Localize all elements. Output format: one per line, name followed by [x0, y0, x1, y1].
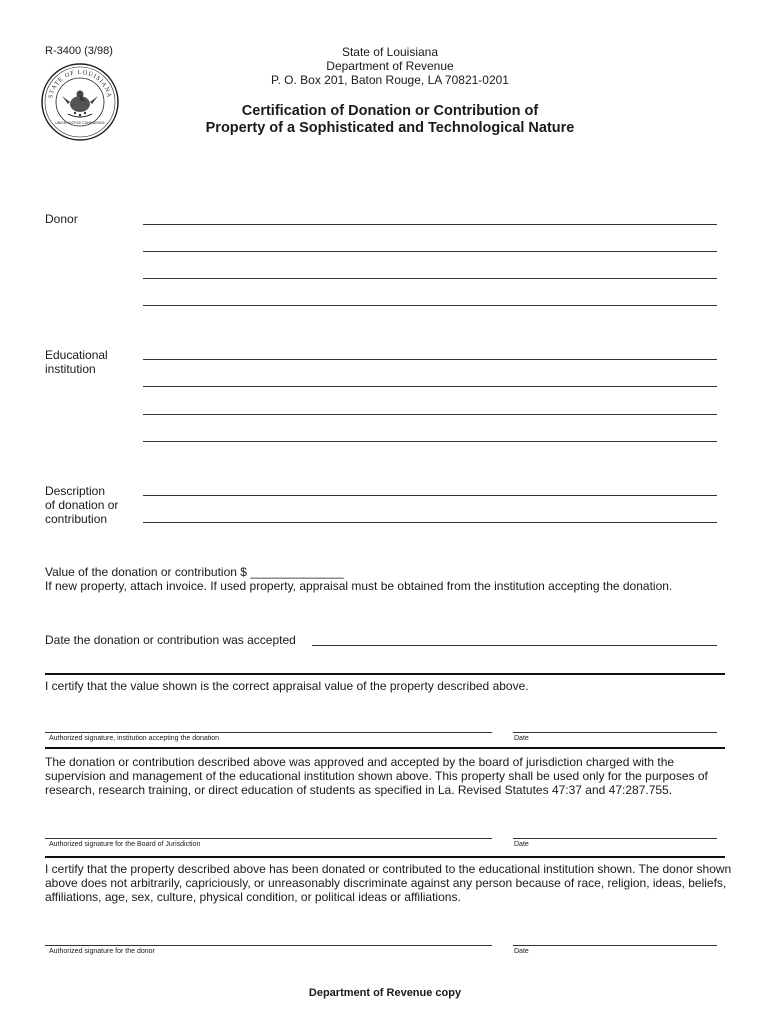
- form-title: [140, 103, 640, 137]
- agency-header: [200, 45, 580, 87]
- institution-label-line1: Educational: [45, 348, 108, 362]
- value-line[interactable]: Value of the donation or contribution $ ______________: [45, 565, 344, 579]
- form-title-line2: Property of a Sophisticated and Technological Nature: [205, 120, 575, 136]
- board-signature-label: Authorized signature for the Board of Jurisdiction: [49, 841, 201, 848]
- institution-certification: I certify that the value shown is the correct appraisal value of the property described above.: [45, 679, 529, 693]
- donor-line-2[interactable]: [143, 251, 717, 252]
- seal-ring-text: STATE OF LOUISIANA: [47, 68, 113, 99]
- donor-line-3[interactable]: [143, 278, 717, 279]
- section-divider-1: [45, 673, 725, 675]
- description-line-2[interactable]: [143, 522, 717, 523]
- agency-state: State of Louisiana: [341, 45, 439, 59]
- institution-line-4[interactable]: [143, 441, 717, 442]
- donor-date-label: Date: [514, 948, 529, 955]
- board-date-label: Date: [514, 841, 529, 848]
- institution-date-line[interactable]: [513, 732, 717, 733]
- seal-motto: UNION JUSTICE CONFIDENCE: [55, 121, 105, 125]
- donor-certification: I certify that the property described above has been donated or contributed to the educational institution shown. The donor shown above does not arbitrarily, capriciously, or unreasonably discriminate against any person because of race, religion, ideas, beliefs, affiliations, age, sex, culture, physical condition, or political ideas or affiliations.: [45, 862, 732, 904]
- date-accepted-line[interactable]: [312, 645, 717, 646]
- donor-date-line[interactable]: [513, 945, 717, 946]
- agency-address: P. O. Box 201, Baton Rouge, LA 70821-0201: [271, 73, 509, 87]
- donor-signature-label: Authorized signature for the donor: [49, 948, 155, 955]
- institution-signature-label: Authorized signature, institution accepting the donation: [49, 735, 220, 742]
- donor-line-4[interactable]: [143, 305, 717, 306]
- institution-date-label: Date: [514, 735, 529, 742]
- description-line-1[interactable]: [143, 495, 717, 496]
- board-date-line[interactable]: [513, 838, 717, 839]
- donor-signature-line[interactable]: [45, 945, 492, 946]
- institution-signature-line[interactable]: [45, 732, 492, 733]
- donor-label: Donor: [45, 212, 78, 226]
- form-number: R-3400 (3/98): [45, 45, 113, 57]
- board-certification: The donation or contribution described above was approved and accepted by the board of jurisdiction charged with the supervision and management of the educational institution shown above. This property shall be used only for the purposes of research, research training, or direct education of students as specified in La. Revised Statutes 47:37 and 47:287.755.: [45, 755, 708, 797]
- value-note: If new property, attach invoice. If used property, appraisal must be obtained from the institution accepting the donation.: [45, 579, 673, 593]
- section-divider-3: [45, 856, 725, 858]
- form-title-line1: Certification of Donation or Contribution of: [241, 103, 539, 119]
- section-divider-2: [45, 747, 725, 749]
- institution-label: [45, 348, 108, 376]
- date-accepted-label: Date the donation or contribution was accepted: [45, 633, 296, 647]
- board-signature-line[interactable]: [45, 838, 492, 839]
- copy-designation: Department of Revenue copy: [308, 987, 462, 999]
- institution-label-line2: institution: [45, 362, 96, 376]
- agency-department: Department of Revenue: [326, 59, 454, 73]
- description-label-line3: contribution: [45, 512, 108, 526]
- state-seal-icon: [40, 62, 120, 142]
- institution-line-3[interactable]: [143, 414, 717, 415]
- institution-line-1[interactable]: [143, 359, 717, 360]
- description-label: [45, 484, 118, 526]
- description-label-line2: of donation or: [45, 498, 119, 512]
- donor-line-1[interactable]: [143, 224, 717, 225]
- institution-line-2[interactable]: [143, 386, 717, 387]
- description-label-line1: Description: [45, 484, 106, 498]
